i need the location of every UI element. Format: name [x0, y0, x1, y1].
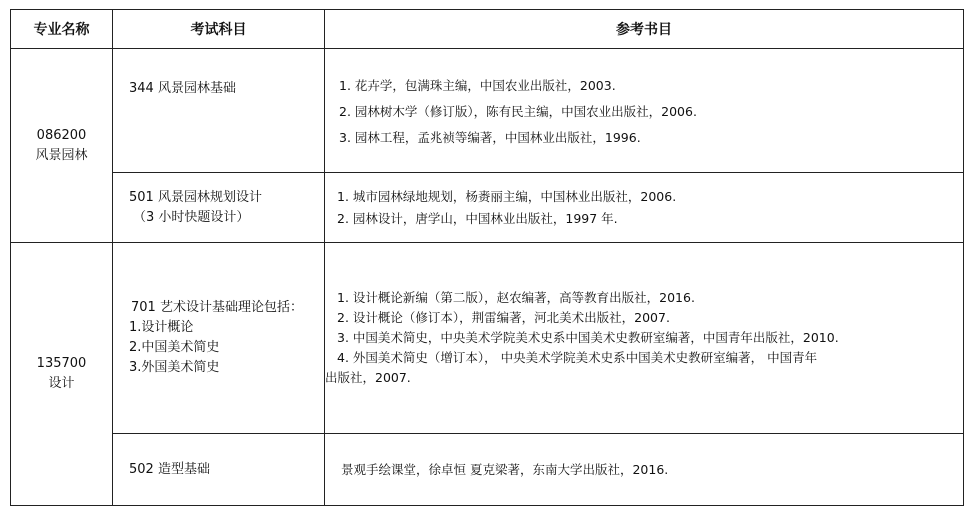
subject-line: 344 风景园林基础: [129, 81, 236, 96]
subject-line: 3.外国美术简史: [129, 360, 220, 375]
table-row: [11, 49, 964, 173]
header-row: [11, 10, 964, 49]
subject-cell: [113, 49, 325, 173]
table-row: [11, 173, 964, 243]
exam-reference-table: [10, 9, 964, 506]
header-major: 专业名称: [11, 10, 113, 49]
subject-line: 2.中国美术简史: [129, 340, 220, 355]
subject-line: （3 小时快题设计）: [133, 209, 250, 225]
subject-line: 501 风景园林规划设计: [129, 189, 262, 205]
reference-item: 2. 设计概论（修订本），荆雷编著，河北美术出版社，2007.: [337, 310, 670, 325]
header-references: 参考书目: [325, 10, 964, 49]
reference-item: 2. 园林树木学（修订版），陈有民主编，中国农业出版社，2006.: [339, 103, 697, 119]
subject-line: 1.设计概论: [129, 320, 194, 335]
reference-item: 4. 外国美术简史（增订本）， 中央美术学院美术史系中国美术史教研室编著， 中国青年: [337, 350, 818, 365]
reference-item: 景观手绘课堂，徐卓恒 夏克梁著，东南大学出版社，2016.: [341, 461, 669, 477]
references-cell: [325, 49, 964, 173]
references-cell: [325, 243, 964, 434]
references-cell: [325, 434, 964, 506]
major-name: 设计: [48, 376, 75, 391]
header-subject: 考试科目: [113, 10, 325, 49]
reference-item: 1. 设计概论新编（第二版），赵农编著，高等教育出版社，2016.: [337, 290, 695, 305]
major-code: 086200: [36, 127, 87, 143]
major-name: 风景园林: [35, 147, 88, 163]
subject-line: 502 造型基础: [129, 461, 210, 477]
reference-item: 出版社，2007.: [325, 370, 411, 385]
subject-line: 701 艺术设计基础理论包括：: [131, 300, 303, 315]
major-cell: [11, 49, 113, 243]
subject-cell: [113, 173, 325, 243]
references-cell: [325, 173, 964, 243]
reference-item: 3. 中国美术简史，中央美术学院美术史系中国美术史教研室编著，中国青年出版社，2010.: [337, 330, 839, 345]
table-row: [11, 434, 964, 506]
table-row: [11, 243, 964, 434]
reference-item: 3. 园林工程，孟兆祯等编著，中国林业出版社，1996.: [339, 129, 641, 145]
subject-cell: [113, 243, 325, 434]
subject-cell: [113, 434, 325, 506]
major-cell: [11, 243, 113, 506]
reference-item: 2. 园林设计，唐学山，中国林业出版社，1997 年.: [337, 210, 618, 226]
major-code: 135700: [36, 356, 87, 371]
reference-item: 1. 花卉学，包满珠主编，中国农业出版社，2003.: [339, 77, 616, 93]
reference-item: 1. 城市园林绿地规划，杨赉丽主编，中国林业出版社，2006.: [337, 188, 677, 204]
